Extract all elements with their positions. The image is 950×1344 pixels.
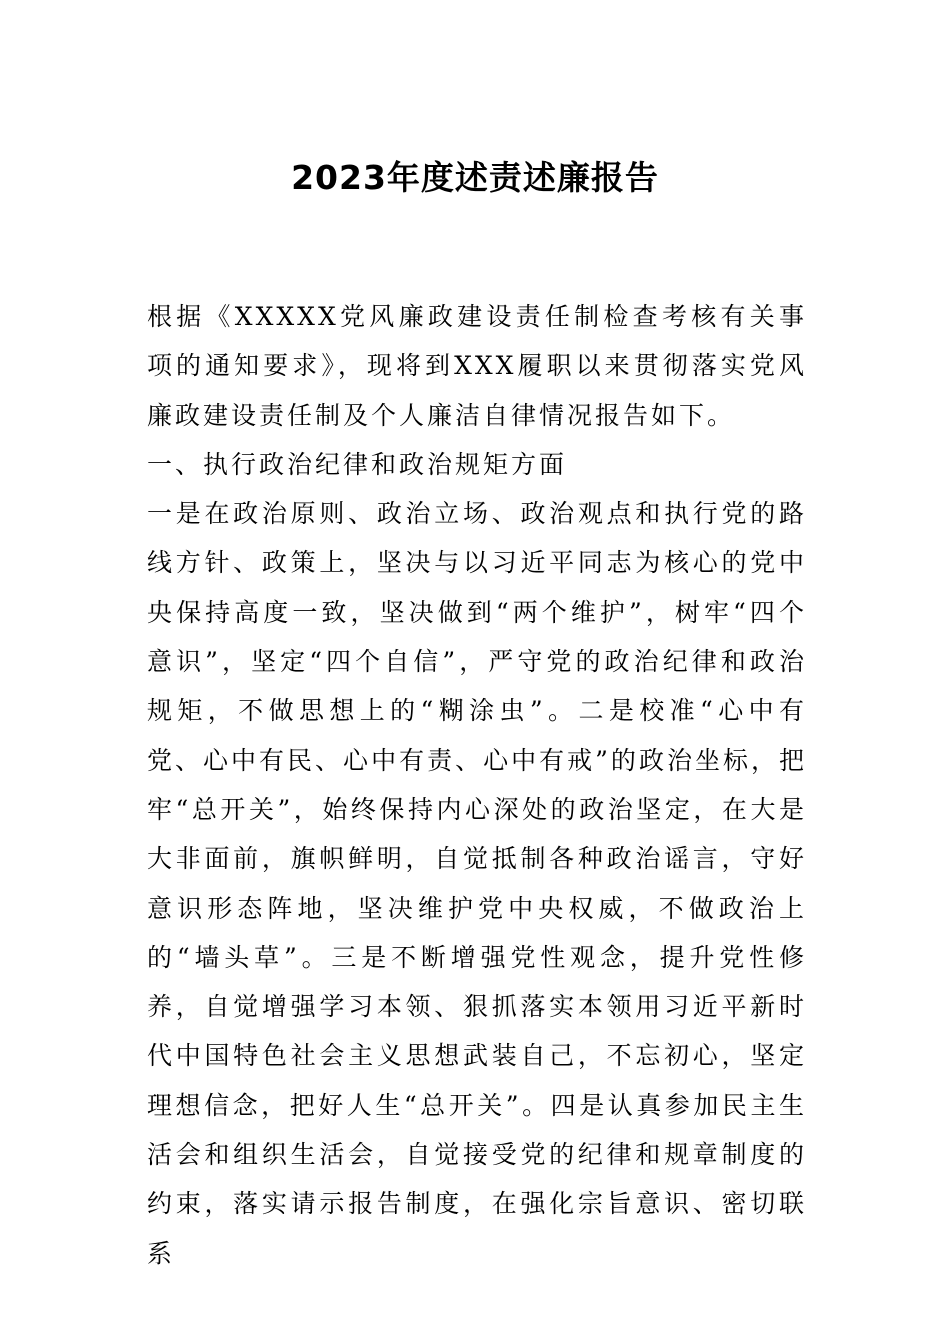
- intro-paragraph: 根据《XXXXX党风廉政建设责任制检查考核有关事项的通知要求》，现将到XXX履职以来贯彻落实党风廉政建设责任制及个人廉洁自律情况报告如下。: [147, 302, 807, 430]
- section-paragraph: 一是在政治原则、政治立场、政治观点和执行党的路线方针、政策上，坚决与以习近平同志为核心的党中央保持高度一致，坚决做到“两个维护”，树牢“四个意识”，坚定“四个自信”，严守党的政治纪律和政治规矩，不做思想上的“糊涂虫”。二是校准“心中有党、心中有民、心中有责、心中有戒”的政治坐标，把牢“总开关”，始终保持内心深处的政治坚定，在大是大非面前，旗帜鲜明，自觉抵制各种政治谣言，守好意识形态阵地，坚决维护党中央权威，不做政治上的“墙头草”。三是不断增强党性观念，提升党性修养，自觉增强学习本领、狠抓落实本领用习近平新时代中国特色社会主义思想武装自己，不忘初心，坚定理想信念，把好人生“总开关”。四是认真参加民主生活会和组织生活会，自觉接受党的纪律和规章制度的约束，落实请示报告制度，在强化宗旨意识、密切联系: [147, 499, 807, 1268]
- section-heading: 一、执行政治纪律和政治规矩方面: [147, 449, 568, 479]
- document-body: [147, 292, 807, 1278]
- document-title: 2023年度述责述廉报告: [291, 158, 659, 197]
